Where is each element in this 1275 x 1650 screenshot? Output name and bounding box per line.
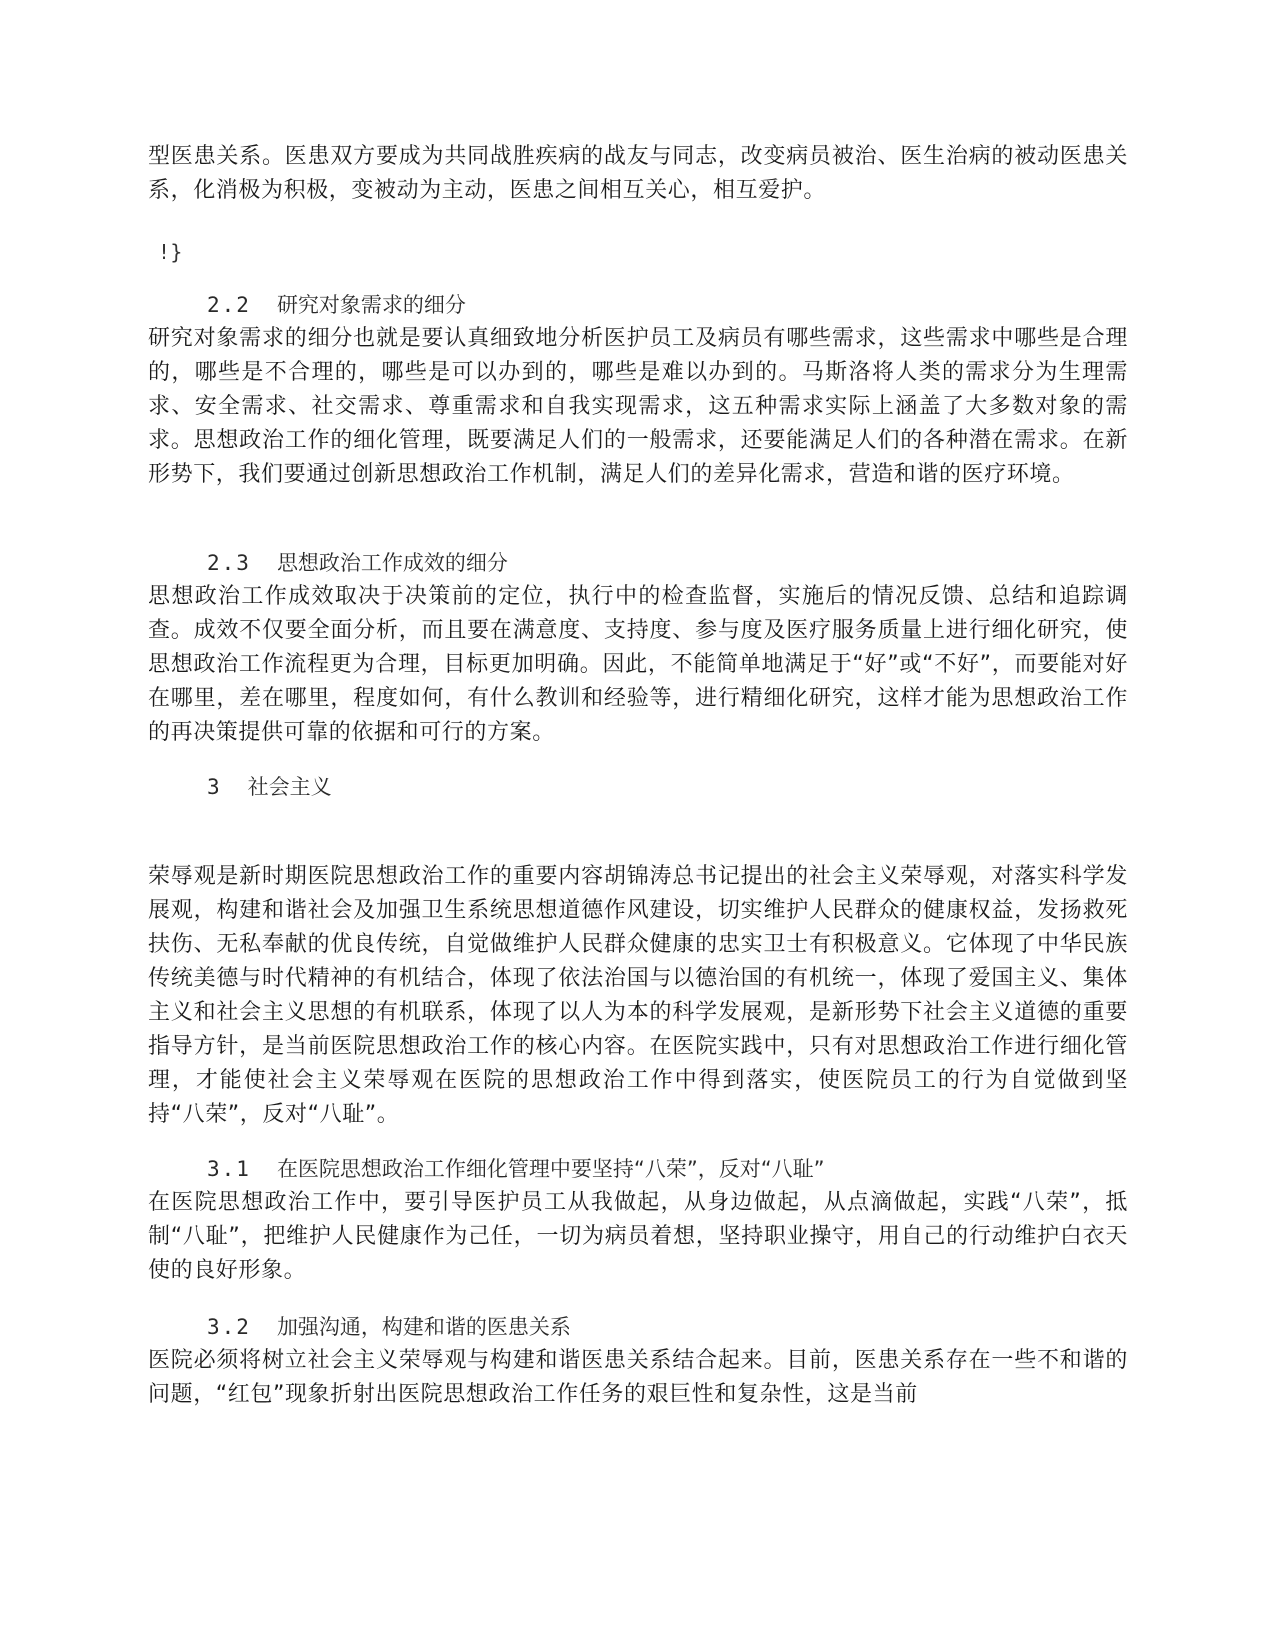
section-title: 思想政治工作成效的细分: [276, 551, 508, 575]
section-body-2-3: [148, 580, 1128, 750]
section-body-3-2: [148, 1344, 1128, 1412]
section-body-3-1: [148, 1186, 1128, 1288]
intro-paragraph: [148, 140, 1128, 208]
section-number: 2.2: [207, 293, 251, 317]
paragraph-text: 研究对象需求的细分也就是要认真细致地分析医护员工及病员有哪些需求，这些需求中哪些是合理的，哪些是不合理的，哪些是可以办到的，哪些是难以办到的。马斯洛将人类的需求分为生理需求、安全需求、社交需求、尊重需求和自我实现需求，这五种需求实际上涵盖了大多数对象的需求。思想政治工作的细化管理，既要满足人们的一般需求，还要能满足人们的各种潜在需求。在新形势下，我们要通过创新思想政治工作机制，满足人们的差异化需求，营造和谐的医疗环境。: [148, 326, 1128, 487]
section-heading-2-3: [207, 548, 508, 578]
section-body-2-2: [148, 322, 1128, 492]
section-title: 在医院思想政治工作细化管理中要坚持“八荣”，反对“八耻”: [276, 1157, 825, 1181]
section-number: 3.1: [207, 1157, 251, 1181]
section-title: 加强沟通，构建和谐的医患关系: [276, 1315, 571, 1339]
paragraph-text: 荣辱观是新时期医院思想政治工作的重要内容胡锦涛总书记提出的社会主义荣辱观，对落实科学发展观，构建和谐社会及加强卫生系统思想道德作风建设，切实维护人民群众的健康权益，发扬救死扶伤、无私奉献的优良传统，自觉做维护人民群众健康的忠实卫士有积极意义。它体现了中华民族传统美德与时代精神的有机结合，体现了依法治国与以德治国的有机统一，体现了爱国主义、集体主义和社会主义思想的有机联系，体现了以人为本的科学发展观，是新形势下社会主义道德的重要指导方针，是当前医院思想政治工作的核心内容。在医院实践中，只有对思想政治工作进行细化管理，才能使社会主义荣辱观在医院的思想政治工作中得到落实，使医院员工的行为自觉做到坚持“八荣”，反对“八耻”。: [148, 864, 1128, 1127]
section-number: 2.3: [207, 551, 251, 575]
section-body-3: [148, 860, 1128, 1132]
section-heading-3: [207, 772, 332, 802]
paragraph-text: 思想政治工作成效取决于决策前的定位，执行中的检查监督，实施后的情况反馈、总结和追踪调查。成效不仅要全面分析，而且要在满意度、支持度、参与度及医疗服务质量上进行细化研究，使思想政治工作流程更为合理，目标更加明确。因此，不能简单地满足于“好”或“不好”，而要能对好在哪里，差在哪里，程度如何，有什么教训和经验等，进行精细化研究，这样才能为思想政治工作的再决策提供可靠的依据和可行的方案。: [148, 584, 1128, 745]
section-heading-2-2: [207, 290, 466, 320]
section-heading-3-1: [207, 1154, 824, 1184]
paragraph-text: 型医患关系。医患双方要成为共同战胜疾病的战友与同志，改变病员被治、医生治病的被动医患关系，化消极为积极，变被动为主动，医患之间相互关心，相互爱护。: [148, 144, 1128, 203]
stray-mark: !}: [160, 240, 185, 264]
paragraph-text: 在医院思想政治工作中，要引导医护员工从我做起，从身边做起，从点滴做起，实践“八荣”，抵制“八耻”，把维护人民健康作为己任，一切为病员着想，坚持职业操守，用自己的行动维护白衣天使的良好形象。: [148, 1190, 1128, 1283]
paragraph-text: 医院必须将树立社会主义荣辱观与构建和谐医患关系结合起来。目前，医患关系存在一些不和谐的问题，“红包”现象折射出医院思想政治工作任务的艰巨性和复杂性，这是当前: [148, 1348, 1128, 1407]
section-number: 3: [207, 775, 222, 799]
section-title: 研究对象需求的细分: [276, 293, 466, 317]
section-title: 社会主义: [247, 775, 332, 799]
section-number: 3.2: [207, 1315, 251, 1339]
section-heading-3-2: [207, 1312, 571, 1342]
